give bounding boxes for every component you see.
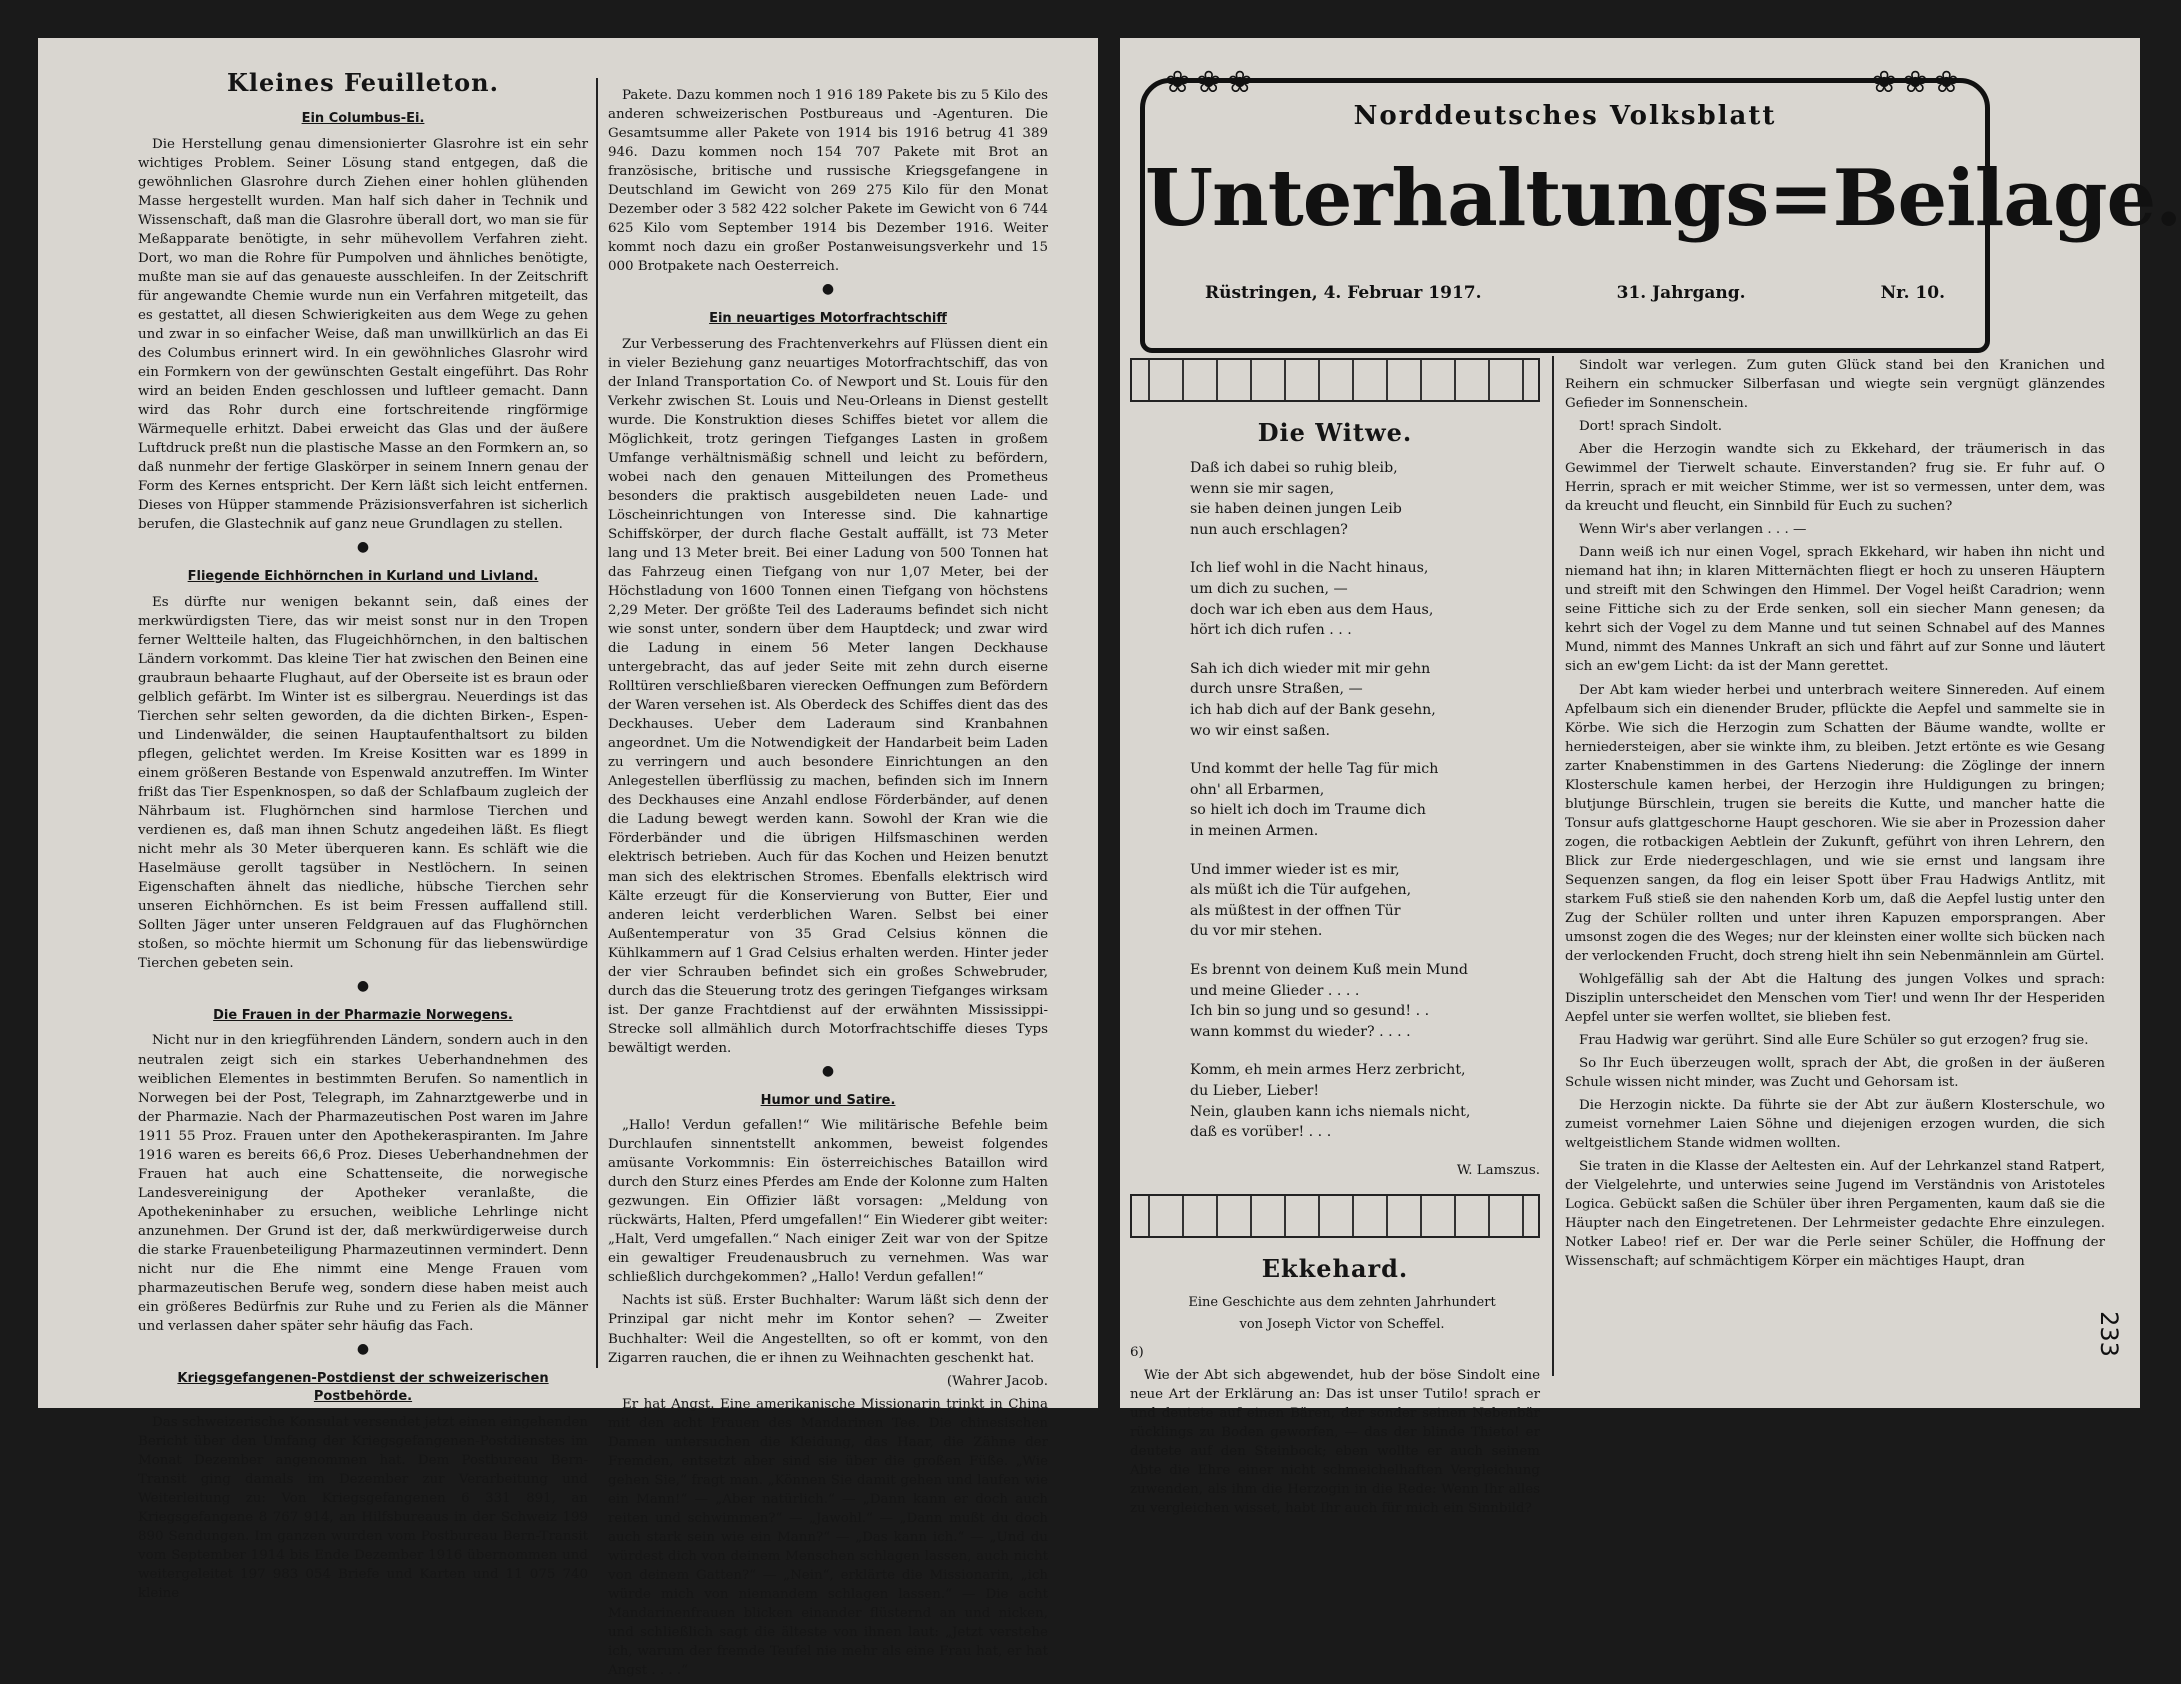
- poem-line: wann kommst du wieder? . . . .: [1190, 1023, 1411, 1040]
- poem-line: nun auch erschlagen?: [1190, 521, 1348, 538]
- tulip-ornament-icon: ❀❀❀: [1871, 65, 1965, 100]
- feuilleton-heading: Kleines Feuilleton.: [227, 68, 499, 97]
- poem-line: als müßt ich die Tür aufgehen,: [1190, 882, 1412, 899]
- poem-line: hört ich dich rufen . . .: [1190, 622, 1352, 639]
- poem-line: daß es vorüber! . . .: [1190, 1124, 1332, 1141]
- poem-line: durch unsre Straßen, —: [1190, 681, 1363, 698]
- poem-line: Und immer wieder ist es mir,: [1190, 861, 1400, 878]
- poem-line: ohn' all Erbarmen,: [1190, 781, 1325, 798]
- separator-dot: ●: [356, 978, 370, 995]
- poem-stanza: [1190, 860, 1540, 942]
- novel-text: Dort! sprach Sindolt.: [1579, 419, 1723, 435]
- column-divider: [1552, 356, 1554, 1376]
- poem-line: Es brennt von deinem Kuß mein Mund: [1190, 961, 1468, 978]
- article-title: Humor und Satire.: [760, 1092, 896, 1108]
- poem-stanza: [1190, 659, 1540, 741]
- feuilleton-column-1: [138, 60, 588, 1607]
- poem-line: Daß ich dabei so ruhig bleib,: [1190, 460, 1398, 477]
- masthead-meta: [1205, 283, 1945, 303]
- novel-text: Sie traten in die Klasse der Aeltesten ein. Auf der Lehrkanzel stand Ratpert, der Vielgelehrte, und unterwies seine Jugend im Verständnis von Aristoteles Logica. Gebückt saßen die Schüler über ihren Pergamenten, kaum daß sie die Häupter nach den Eingetretenen. Der Lehrmeister gedachte Ehre einzulegen. Notker Labeo! rief er. Der war die Perle seiner Schüler, die Hoffnung der Wissenschaft; auf schmächtigem Körper ein mächtiges Haupt, dran: [1565, 1159, 2105, 1270]
- right-page: [1120, 38, 2181, 1516]
- poem-line: ich hab dich auf der Bank gesehn,: [1190, 702, 1436, 719]
- poem-title: Die Witwe.: [1257, 418, 1413, 447]
- novel-text: Der Abt kam wieder herbei und unterbrach weitere Sinnereden. Auf einem Apfelbaum sich ein dienender Bruder, pflückte die Aepfel und sammelte sie in Körbe. Wie sich die Herzogin zum Schatten der Bäume wandte, wollte er herniedersteigen, aber sie winkte ihm, zu bleiben. Jetzt ertönte es wie Gesang zarter Knabenstimmen in des Gartens Niederung: die Zöglinge der innern Klosterschule kamen herbei, der Herzogin ihre Huldigungen zu bringen; blutjunge Bürschlein, trugen sie bereits die Kutte, und mancher hatte die Tonsur aufs glattgeschorne Haupt geschoren. Wie sie aber in Prozession daher zogen, die rotbackigen Aebtlein der Zukunft, geführt von ihren Lehrern, den Blick zur Erde niedergeschlagen, und wie sie ernst und langsam ihre Sequenzen sangen, da flog ein leiser Spott über Frau Hadwigs Antlitz, mit starkem Fuß stieß sie den nahenden Korb um, daß die Aepfel lustig unter den Zug der Schüler rollten und unter ihren Kapuzen emporsprangen. Aber umsonst zogen die des Weges; nur der kleinsten einer wollte sich bücken nach der verlockenden Frucht, doch streng hielt ihn sein Nebenmännlein am Gürtel.: [1565, 682, 2105, 964]
- novel-subtitle: Eine Geschichte aus dem zehnten Jahrhundert: [1188, 1294, 1496, 1310]
- separator-dot: ●: [356, 539, 370, 556]
- poem-line: sie haben deinen jungen Leib: [1190, 501, 1402, 518]
- novel-text: Wohlgefällig sah der Abt die Haltung des jungen Volkes und sprach: Disziplin unterscheidet den Menschen vom Tier! und wenn Ihr der Hesperiden Aepfel unter sie werfen wolltet, sie blieben fest.: [1565, 971, 2105, 1026]
- separator-dot: ●: [821, 281, 835, 298]
- feuilleton-column-2: [608, 86, 1048, 1684]
- masthead-title: Unterhaltungs=Beilage.: [1145, 153, 2181, 244]
- poem-column: [1130, 358, 1540, 1522]
- novel-text: So Ihr Euch überzeugen wollt, sprach der Abt, die großen in der äußeren Schule wissen nicht minder, was Zucht und Gehorsam ist.: [1565, 1056, 2105, 1091]
- novel-text: Wenn Wir's aber verlangen . . . —: [1579, 522, 1807, 538]
- poem-stanza: [1190, 558, 1540, 640]
- separator-dot: ●: [356, 1340, 370, 1357]
- article-source: (Wahrer Jacob.: [946, 1373, 1048, 1389]
- novel-title: Ekkehard.: [1261, 1253, 1409, 1283]
- poem-line: du vor mir stehen.: [1190, 923, 1323, 940]
- poem-line: wenn sie mir sagen,: [1190, 480, 1335, 497]
- issue-number: Nr. 10.: [1880, 283, 1945, 303]
- installment-number: 6): [1130, 1344, 1144, 1360]
- poem-line: um dich zu suchen, —: [1190, 581, 1348, 598]
- issue-date: Rüstringen, 4. Februar 1917.: [1205, 283, 1482, 303]
- article-text: Nachts ist süß. Erster Buchhalter: Warum läßt sich denn der Prinzipal gar nicht mehr im Kontor sehen? — Zweiter Buchhalter: Weil die Angestellten, so oft er kommt, von den Zigarren rauchen, die er ihnen zu Weihnachten geschenkt hat.: [608, 1293, 1048, 1366]
- article-text: Zur Verbesserung des Frachtenverkehrs auf Flüssen dient ein in vieler Beziehung ganz neuartiges Motorfrachtschiff, das von der Inland Transportation Co. of Newport und St. Louis für den Verkehr zwischen St. Louis und Neu-Orleans in Dienst gestellt wurde. Die Konstruktion dieses Schiffes bietet vor allem die Möglichkeit, trotz geringen Tiefganges Lasten in großem Umfange verhältnismäßig schnell und leicht zu befördern, wobei nach den genauen Mitteilungen des Prometheus besonders die praktisch ausgebildeten neuen Lade- und Löscheinrichtungen von Interesse sind. Die kahnartige Schiffskörper, der durch flache Gestalt auffällt, ist 73 Meter lang und 13 Meter breit. Bei einer Ladung von 500 Tonnen hat das Fahrzeug einen Tiefgang von nur 1,07 Meter, bei der Höchstladung von 1600 Tonnen einen Tiefgang von höchstens 2,29 Meter. Der größte Teil des Laderaums befindet sich nicht wie sonst unter, sondern über dem Hauptdeck; und zwar wird die Ladung in einem 56 Meter langen Deckhause untergebracht, das auf jeder Seite mit zehn durch eiserne Rolltüren verschließbaren vierecken Oeffnungen zum Befördern der Waren versehen ist. Als Oberdeck des Schiffes dient das des Deckhauses. Ueber dem Laderaum sind Kranbahnen angeordnet. Um die Notwendigkeit der Handarbeit beim Laden zu verringern und auch besondere Einrichtungen an den Anlegestellen überflüssig zu machen, befinden sich im Innern des Deckhauses eine Anzahl endlose Förderbänder, auf denen die Ladung bewegt werden kann. Sowohl der Kran wie die Förderbänder und die übrigen Hilfsmaschinen werden elektrisch betrieben. Auch für das Kochen und Heizen benutzt man sich des elektrischen Stromes. Ebenfalls elektrisch wird Kälte erzeugt für die Konservierung von Butter, Eier und anderen leicht verderblichen Waren. Selbst bei einer Außentemperatur von 35 Grad Celsius können die Kühlkammern auf 1 Grad Celsius erhalten werden. Hinter jeder der vier Schrauben befindet sich ein großes Schwebruder, durch das die Steuerung trotz des geringen Tiefganges wirksam ist. Der ganze Frachtdienst auf der erwähnten Mississippi-Strecke soll allmählich durch Motorfrachtschiffe dieses Typs bewältigt werden.: [608, 336, 1048, 1056]
- ornament-band: [1130, 1194, 1540, 1238]
- poem-stanza: [1190, 458, 1540, 540]
- poem-line: und meine Glieder . . . .: [1190, 982, 1360, 999]
- article-title: Die Frauen in der Pharmazie Norwegens.: [213, 1008, 513, 1024]
- poem-line: Komm, eh mein armes Herz zerbricht,: [1190, 1062, 1466, 1079]
- novel-text: Sindolt war verlegen. Zum guten Glück stand bei den Kranichen und Reihern ein schmucker Silberfasan und wiegte sein vergnügt glänzendes Gefieder im Sonnenschein.: [1565, 358, 2105, 412]
- poem-author: W. Lamszus.: [1456, 1162, 1540, 1178]
- masthead: [1140, 65, 2181, 353]
- article-title: Ein Columbus-Ei.: [301, 111, 425, 127]
- novel-text: Die Herzogin nickte. Da führte sie der Abt zur äußern Klosterschule, wo zumeist vornehmer Laien Söhne und diejenigen erzogen wurden, die sich weltgeistlichem Stande widmen wollten.: [1565, 1098, 2105, 1152]
- poem-line: Sah ich dich wieder mit mir gehn: [1190, 660, 1431, 677]
- poem-stanza: [1190, 960, 1540, 1042]
- novel-byline: von Joseph Victor von Scheffel.: [1239, 1317, 1445, 1333]
- novel-text: Wie der Abt sich abgewendet, hub der böse Sindolt eine neue Art der Erklärung an: Das ist unser Tutilo! sprach er und deutete auf einen Bären, der sonder seinen Nebenbär rücklings zu Boden geworfen, — das der blinde Thieto! er deutete auf den Steinbock; eben wollte er auch seinem Abte die Ehre einer nicht schmeichelhaften Vergleichung zuwenden, als ihm die Herzogin in die Rede: Wenn Ihr alles zu vergleichen wisset, habt Ihr auch für mich ein Sinnbild?: [1130, 1367, 1540, 1516]
- poem-line: Nein, glauben kann ichs niemals nicht,: [1190, 1103, 1471, 1120]
- novel-text: Frau Hadwig war gerührt. Sind alle Eure Schüler so gut erzogen? frug sie.: [1579, 1033, 2089, 1049]
- article-title: Ein neuartiges Motorfrachtschiff: [709, 311, 947, 327]
- issue-volume: 31. Jahrgang.: [1616, 283, 1746, 303]
- poem-line: du Lieber, Lieber!: [1190, 1082, 1320, 1099]
- article-title: Fliegende Eichhörnchen in Kurland und Livland.: [187, 569, 539, 585]
- poem-line: wo wir einst saßen.: [1190, 722, 1330, 739]
- novel-text: Dann weiß ich nur einen Vogel, sprach Ekkehard, wir haben ihn nicht und niemand hat ihn; in klaren Mitternächten fliegt er hoch zu unseren Häuptern und streift mit den Schwingen den Himmel. Der Vogel heißt Caradrion; wenn seine Fittiche sich zu der Erde senken, soll ein siecher Mann genesen; da kehrt sich der Vogel zu dem Manne und tut seinen Schnabel auf des Mannes Mund, nimmt des Mannes Unkraft an sich und fährt auf zur Sonne und läutert sich an ew'gem Licht: da ist der Mann gerettet.: [1565, 545, 2105, 675]
- separator-dot: ●: [821, 1062, 835, 1079]
- poem-line: doch war ich eben aus dem Haus,: [1190, 601, 1434, 618]
- poem-line: so hielt ich doch im Traume dich: [1190, 802, 1426, 819]
- poem-line: als müßtest in der offnen Tür: [1190, 902, 1401, 919]
- page-number: 233: [2095, 1311, 2124, 1357]
- ornament-band: [1130, 358, 1540, 402]
- poem-line: in meinen Armen.: [1190, 822, 1319, 839]
- masthead-kicker: Norddeutsches Volksblatt: [1353, 101, 1777, 131]
- poem-body: [1130, 458, 1540, 1143]
- column-divider: [596, 78, 598, 1368]
- novel-text: Aber die Herzogin wandte sich zu Ekkehard, der träumerisch in das Gewimmel der Tierwelt schaute. Einverstanden? frug sie. Er fuhr auf. O Herrin, sprach er mit weicher Stimme, wer ist so vermessen, unter dem, was da kreucht und fleucht, ein Sinnbild für Euch zu suchen?: [1565, 442, 2105, 515]
- poem-stanza: [1190, 759, 1540, 841]
- poem-stanza: [1190, 1060, 1540, 1142]
- article-text: Pakete. Dazu kommen noch 1 916 189 Pakete bis zu 5 Kilo des anderen schweizerischen Postbureaus und -Agenturen. Die Gesamtsumme aller Pakete von 1914 bis 1916 betrug 41 389 946. Dazu kommen noch 154 707 Pakete mit Brot an französische, britische und russische Kriegsgefangene in Deutschland im Gewicht von 269 275 Kilo für den Monat Dezember oder 3 582 422 solcher Pakete im Gewicht von 6 744 625 Kilo vom September 1914 bis Dezember 1916. Weiter kommt noch dazu ein großer Postanweisungsverkehr und 15 000 Brotpakete nach Oesterreich.: [608, 88, 1048, 275]
- article-text: Das schweizerische Konsulat versendet jetzt einen eingehenden Bericht über den Umfang der Kriegsgefangenen-Postdienstes im Monat Dezember angenommen hat. Dem Postbureau Bern-Transit ging damals im Dezember zur Verarbeitung und Weiterleitung zu: Von Kriegsgefangenen 6 331 891, an Kriegsgefangene 8 767 914, an Hilfsbureaus in der Schweiz 199 890 Sendungen. Im ganzen wurden vom Postbureau Bern-Transit vom September 1914 bis Ende Dezember 1916 übernommen und weitergeleitet 197 983 054 Briefe und Karten und 11 075 740 kleine: [138, 1414, 588, 1602]
- left-page: [38, 38, 1098, 1679]
- article-text: Die Herstellung genau dimensionierter Glasrohre ist ein sehr wichtiges Problem. Seiner Lösung stand entgegen, daß die gewöhnlichen Glasrohre durch Ziehen einer hohlen glühenden Masse hergestellt wurden. Man half sich daher in Technik und Wissenschaft, daß man die Glasrohre überall dort, wo man sie für Meßapparate benötigte, in sehr mühevollem Verfahren zieht. Dort, wo man die Rohre für Pumpolven und ähnliches benötigte, mußte man sie auf das genaueste ausschleifen. In der Zeitschrift für angewandte Chemie wurde nun ein Verfahren mitgeteilt, das es gestattet, all diesen Schwierigkeiten aus dem Wege zu gehen und zwar in so einfacher Weise, daß man unwillkürlich an das Ei des Columbus erinnert wird. In ein gewöhnliches Glasrohr wird ein Formkern von der gewünschten Gestalt eingeführt. Das Rohr wird an beiden Enden geschlossen und luftleer gemacht. Dann wird das Rohr durch eine fortschreitende ringförmige Wärmequelle erhitzt. Dabei erweicht das Glas und der äußere Luftdruck preßt nun die plastische Masse an den Formkern an, so daß nunmehr der fertige Glaskörper in seinem Innern genau der Form des Kernes entspricht. Der Kern läßt sich leicht entfernen. Dieses von Hüpper stammende Präzisionsverfahren ist sicherlich berufen, die Glastechnik auf ganz neue Grundlagen zu stellen.: [138, 136, 588, 533]
- article-text: Nicht nur in den kriegführenden Ländern, sondern auch in den neutralen zeigt sich ein starkes Ueberhandnehmen des weiblichen Elementes in bestimmten Berufen. So namentlich in Norwegen bei der Post, Telegraph, im Zahnarztgewerbe und in der Pharmazie. Nach der Pharmazeutischen Post waren im Jahre 1911 55 Proz. Frauen unter den Apothekeraspiranten. Im Jahre 1916 waren es bereits 66,6 Proz. Dieses Ueberhandnehmen der Frauen hat auch eine Schattenseite, die norwegische Landesvereinigung der Apotheker veranlaßte, die Apothekeninhaber zu ersuchen, weibliche Lehrlinge nicht anzunehmen. Der Grund ist der, daß merkwürdigerweise durch die starke Frauenbeteiligung Pharmazeutinnen vermindert. Denn nicht nur die Ehe nimmt eine Menge Frauen vom pharmazeutischen Berufe weg, sondern diese haben meist auch ein größeres Bedürfnis zur Ruhe und zu Ferien als die Männer und verlassen daher später sehr häufig das Fach.: [138, 1033, 588, 1334]
- poem-line: Ich lief wohl in die Nacht hinaus,: [1190, 560, 1429, 577]
- article-text: Es dürfte nur wenigen bekannt sein, daß eines der merkwürdigsten Tiere, das wir meist sonst nur in den Tropen ferner Weltteile halten, das Flugeichhörnchen, in den baltischen Ländern vorkommt. Das kleine Tier hat zwischen den Beinen eine graubraun behaarte Flughaut, auf der Oberseite ist es braun oder gelblich gefärbt. Im Winter ist es silbergrau. Neuerdings ist das Tierchen sehr selten geworden, da die dichten Birken-, Espen- und Lindenwälder, die seinen Hauptaufenthaltsort zu bilden pflegen, gelichtet werden. Im Kreise Kositten war es 1899 in einem größeren Bestande von Espenwald anzutreffen. Im Winter frißt das Tier Espenknospen, so daß der Schlafbaum zugleich der Nährbaum ist. Flughörnchen sind harmlose Tierchen und verdienen es, daß man ihnen Schutz angedeihen läßt. Es fliegt nicht mehr als 30 Meter überqueren kann. Es schläft wie die Haselmäuse gerollt tagsüber in Nestlöchern. In seinen Eigenschaften ähnelt das niedliche, hübsche Tierchen sehr unseren Eichhörnchen. Es ist beim Fressen auffallend still. Sollten Jäger unter unseren Feldgrauen auf das Flughörnchen stoßen, so möchte hiermit um Schonung für das liebenswürdige Tierchen gebeten sein.: [138, 594, 588, 972]
- poem-line: Ich bin so jung und so gesund! . .: [1190, 1003, 1430, 1020]
- article-text: „Hallo! Verdun gefallen!“ Wie militärische Befehle beim Durchlaufen sinnentstellt ankommen, beweist folgendes amüsante Vorkommnis: Ein österreichisches Bataillon wird durch den Sturz eines Pferdes am Ende der Kolonne zum Halten gezwungen. Ein Offizier läßt vorsagen: „Meldung von rückwärts, Halten, Pferd umgefallen!“ Ein Wiederer gibt weiter: „Halt, Verd umgefallen.“ Nach einiger Zeit war von der Spitze ein gewaltiger Freudenausbruch zu vernehmen. Was war schließlich durchgekommen? „Hallo! Verdun gefallen!“: [608, 1118, 1048, 1286]
- tulip-ornament-icon: ❀❀❀: [1165, 65, 1259, 100]
- article-title: Kriegsgefangenen-Postdienst der schweizerischen Postbehörde.: [177, 1370, 549, 1405]
- novel-column: [1565, 356, 2105, 1275]
- article-text: Er hat Angst. Eine amerikanische Missionarin trinkt in China mit den acht Frauen des Mandarinen Tee. Die chinesischen Damen untersuchen die Kleidung, das Haar, die Zähne der Fremden, entsetzt aber sind sie über die großen Füße. „Wie gehen Sie,“ fragt man. „Können Sie damit gehen und laufen wie ein Mann!“ — „Aber natürlich.“ — „Dann kann er doch auch reiten und schwimmen?“ — „Jawohl.“ — „Dann mußt du doch auch stark sein wie ein Mann?“ — „Das kann ich.“ — „Und du würdest dich von deinem Menschen schlagen lassen, auch nicht von deinem Gatten?“ — „Nein“, erklärte die Missionarin, „ich würde mich von niemandem schlagen lassen.“ — Die acht Mandarinenfrauen blicken einander flüsternd an und nicken, und schließlich sagt die älteste von ihnen laut: „Jetzt verstehe ich, warum der fremde Teufel nie mehr als eine Frau hat, er hat Angst . . . .“: [608, 1396, 1048, 1679]
- poem-line: Und kommt der helle Tag für mich: [1190, 761, 1439, 778]
